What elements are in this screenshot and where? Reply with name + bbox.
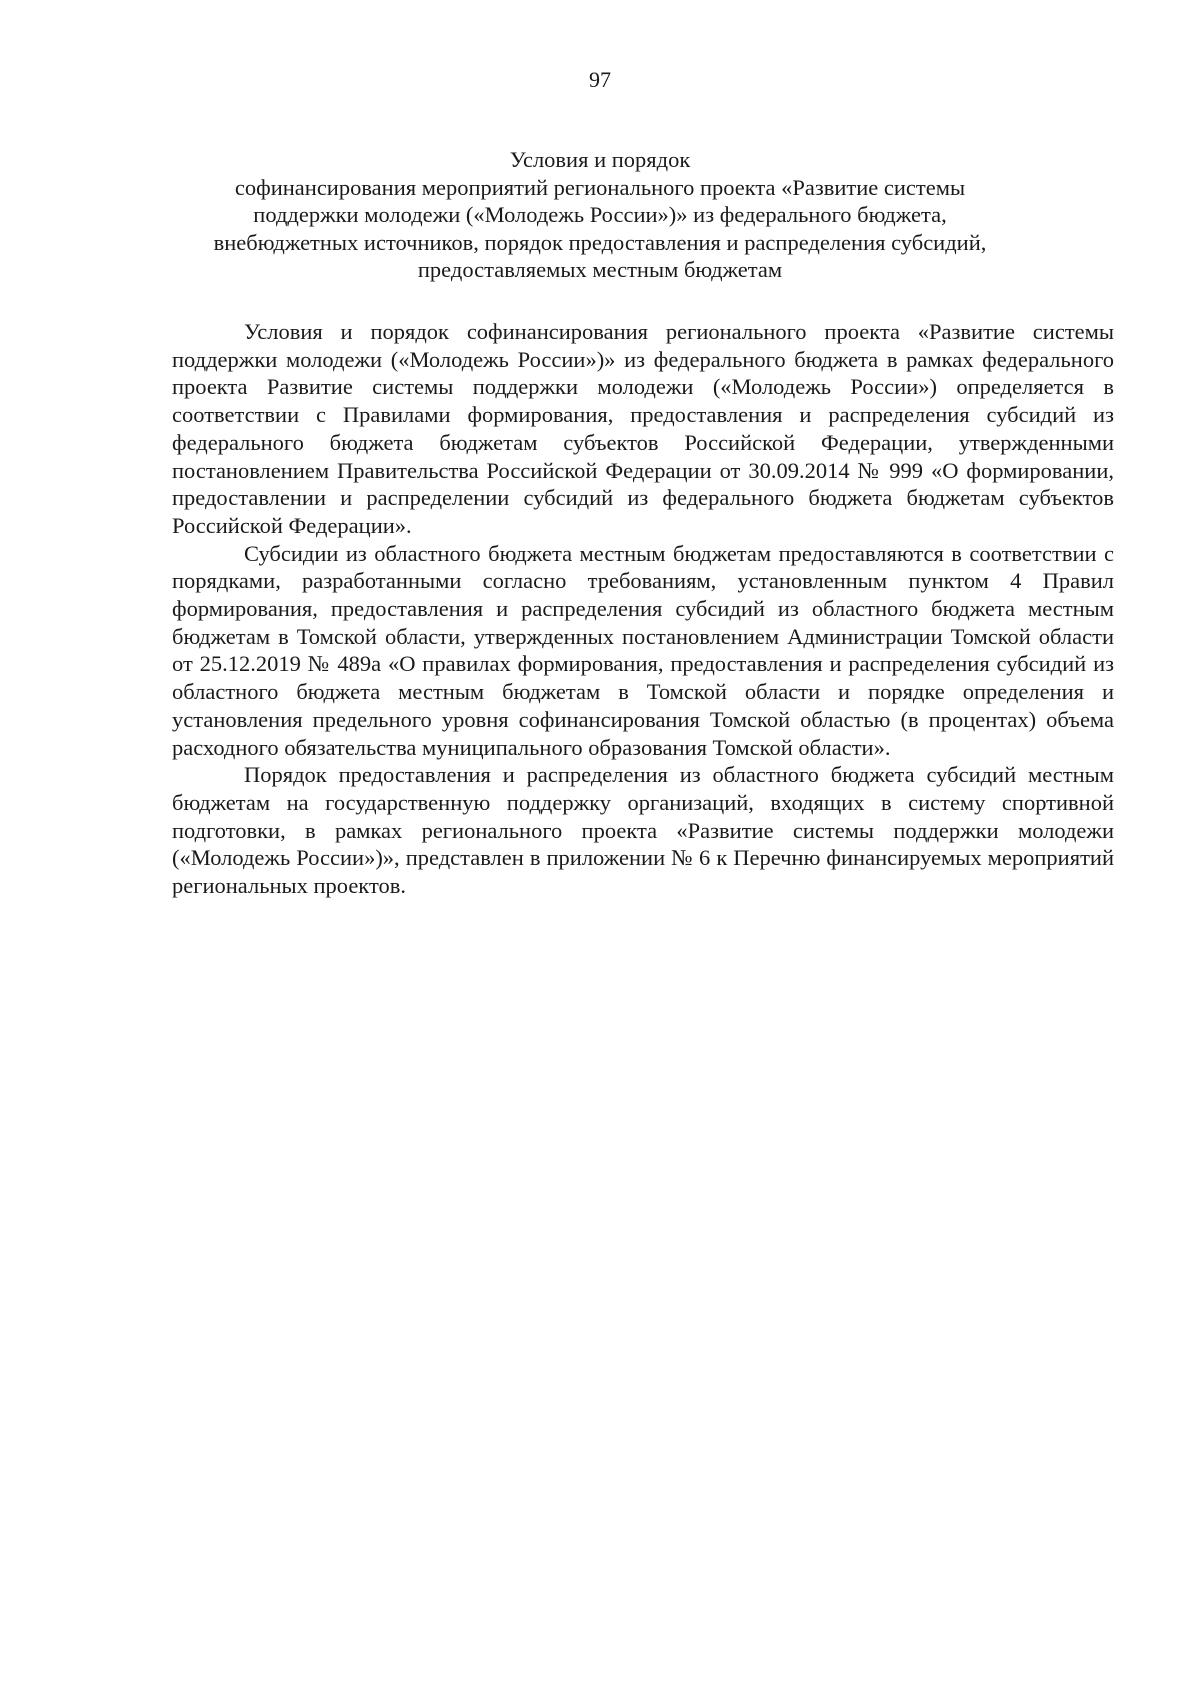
heading-line: Условия и порядок (509, 147, 691, 172)
heading-line: поддержки молодежи («Молодежь России»)» из федерального бюджета, (253, 202, 947, 228)
document-body (172, 318, 1114, 900)
document-heading (150, 146, 1050, 284)
body-paragraph: Порядок предоставления и распределения из областного бюджета субсидий местным бюджетам на государственную поддержку организаций, входящих в систему спортивной подготовки, в рамках регионального проекта «Развитие системы поддержки молодежи («Молодежь России»)», представлен в приложении № 6 к Перечню финансируемых мероприятий региональных проектов. (172, 762, 1114, 899)
body-paragraph: Субсидии из областного бюджета местным бюджетам предоставляются в соответствии с порядками, разработанными согласно требованиям, установленным пунктом 4 Правил формирования, предоставления и распределения субсидий из областного бюджета местным бюджетам в Томской области, утвержденных постановлением Администрации Томской области от 25.12.2019 № 489а «О правилах формирования, предоставления и распределения субсидий из областного бюджета местным бюджетам в Томской области и порядке определения и установления предельного уровня софинансирования Томской областью (в процентах) объема расходного обязательства муниципального образования Томской области». (172, 540, 1114, 760)
page-number: 97 (589, 67, 611, 92)
heading-line: внебюджетных источников, порядок предоставления и распределения субсидий, (213, 229, 987, 255)
heading-line: предоставляемых местным бюджетам (417, 257, 783, 283)
body-paragraph: Условия и порядок софинансирования регионального проекта «Развитие системы поддержки молодежи («Молодежь России»)» из федерального бюджета в рамках федерального проекта Развитие системы поддержки молодежи («Молодежь России») определяется в соответствии с Правилами формирования, предоставления и распределения субсидий из федерального бюджета бюджетам субъектов Российской Федерации, утвержденными постановлением Правительства Российской Федерации от 30.09.2014 № 999 «О формировании, предоставлении и распределении субсидий из федерального бюджета бюджетам субъектов Российской Федерации». (172, 319, 1114, 538)
heading-line: софинансирования мероприятий регионального проекта «Развитие системы (234, 174, 966, 200)
